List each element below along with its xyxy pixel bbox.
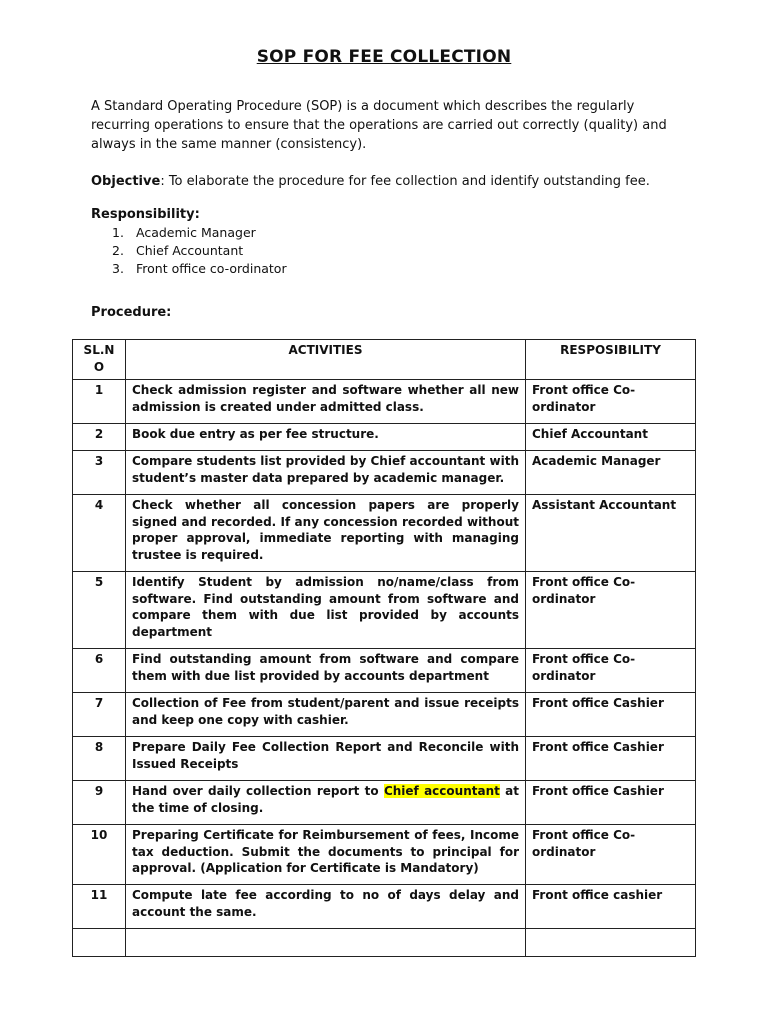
row-responsibility: Front office Cashier [526, 693, 696, 737]
table-row-empty [73, 929, 696, 957]
row-activity: Identify Student by admission no/name/class from software. Find outstanding amount from software and compare them with due list provided by accounts department [126, 572, 526, 649]
row-activity: Find outstanding amount from software and compare them with due list provided by accounts department [126, 649, 526, 693]
document-title: SOP FOR FEE COLLECTION [256, 47, 512, 67]
row-activity [126, 929, 526, 957]
row-sl: 4 [73, 495, 126, 572]
list-text: Academic Manager [136, 225, 256, 240]
row-activity: Check admission register and software whether all new admission is created under admitted class. [126, 380, 526, 424]
table-row [73, 693, 696, 737]
header-sl-no: SL.N O [73, 340, 126, 380]
list-text: Front office co-ordinator [136, 261, 287, 276]
activity-text-before: Hand over daily collection report to [132, 784, 384, 798]
row-activity: Book due entry as per fee structure. [126, 424, 526, 451]
row-responsibility: Front office Cashier [526, 737, 696, 781]
row-activity: Collection of Fee from student/parent and issue receipts and keep one copy with cashier. [126, 693, 526, 737]
responsibility-item [112, 242, 287, 260]
row-sl: 5 [73, 572, 126, 649]
highlighted-text: Chief accountant [383, 784, 500, 798]
row-activity [126, 781, 526, 825]
list-number: 2. [112, 243, 124, 258]
table-row [73, 825, 696, 885]
row-sl [73, 929, 126, 957]
table-row [73, 572, 696, 649]
row-activity: Prepare Daily Fee Collection Report and Reconcile with Issued Receipts [126, 737, 526, 781]
row-activity: Preparing Certificate for Reimbursement of fees, Income tax deduction. Submit the documents to principal for approval. (Application for Certificate is Mandatory) [126, 825, 526, 885]
row-activity: Compute late fee according to no of days delay and account the same. [126, 885, 526, 929]
table-row [73, 781, 696, 825]
row-responsibility: Chief Accountant [526, 424, 696, 451]
row-sl: 11 [73, 885, 126, 929]
responsibility-item [112, 260, 287, 278]
procedure-heading: Procedure: [91, 305, 172, 320]
row-sl: 3 [73, 451, 126, 495]
row-responsibility: Front office Co-ordinator [526, 380, 696, 424]
row-responsibility: Front office cashier [526, 885, 696, 929]
row-sl: 9 [73, 781, 126, 825]
row-activity: Check whether all concession papers are properly signed and recorded. If any concession recorded without proper approval, immediate reporting with managing trustee is required. [126, 495, 526, 572]
table-header-row [73, 340, 696, 380]
table-row [73, 737, 696, 781]
objective-paragraph [91, 172, 691, 191]
intro-paragraph: A Standard Operating Procedure (SOP) is a document which describes the regularly recurring operations to ensure that the operations are carried out correctly (quality) and always in the same manner (consistency). [91, 99, 667, 152]
responsibility-heading: Responsibility: [91, 207, 200, 222]
activity-text-after: at the time of closing. [132, 784, 519, 815]
table-row [73, 495, 696, 572]
row-responsibility [526, 929, 696, 957]
header-responsibility: RESPOSIBILITY [526, 340, 696, 380]
row-responsibility: Academic Manager [526, 451, 696, 495]
row-responsibility: Front office Co-ordinator [526, 649, 696, 693]
table-row [73, 885, 696, 929]
row-responsibility: Front office Co-ordinator [526, 572, 696, 649]
row-sl: 8 [73, 737, 126, 781]
row-sl: 7 [73, 693, 126, 737]
list-number: 1. [112, 225, 124, 240]
row-activity: Compare students list provided by Chief accountant with student’s master data prepared by academic manager. [126, 451, 526, 495]
objective-text: : To elaborate the procedure for fee collection and identify outstanding fee. [160, 174, 650, 189]
row-sl: 6 [73, 649, 126, 693]
responsibility-list [112, 224, 287, 278]
list-number: 3. [112, 261, 124, 276]
row-sl: 2 [73, 424, 126, 451]
row-sl: 10 [73, 825, 126, 885]
list-text: Chief Accountant [136, 243, 244, 258]
procedure-table [72, 339, 696, 957]
table-row [73, 424, 696, 451]
table-row [73, 380, 696, 424]
responsibility-item [112, 224, 287, 242]
row-sl: 1 [73, 380, 126, 424]
table-row [73, 649, 696, 693]
row-responsibility: Assistant Accountant [526, 495, 696, 572]
row-responsibility: Front office Cashier [526, 781, 696, 825]
objective-label: Objective [91, 174, 161, 189]
header-activities: ACTIVITIES [126, 340, 526, 380]
row-responsibility: Front office Co-ordinator [526, 825, 696, 885]
table-row [73, 451, 696, 495]
